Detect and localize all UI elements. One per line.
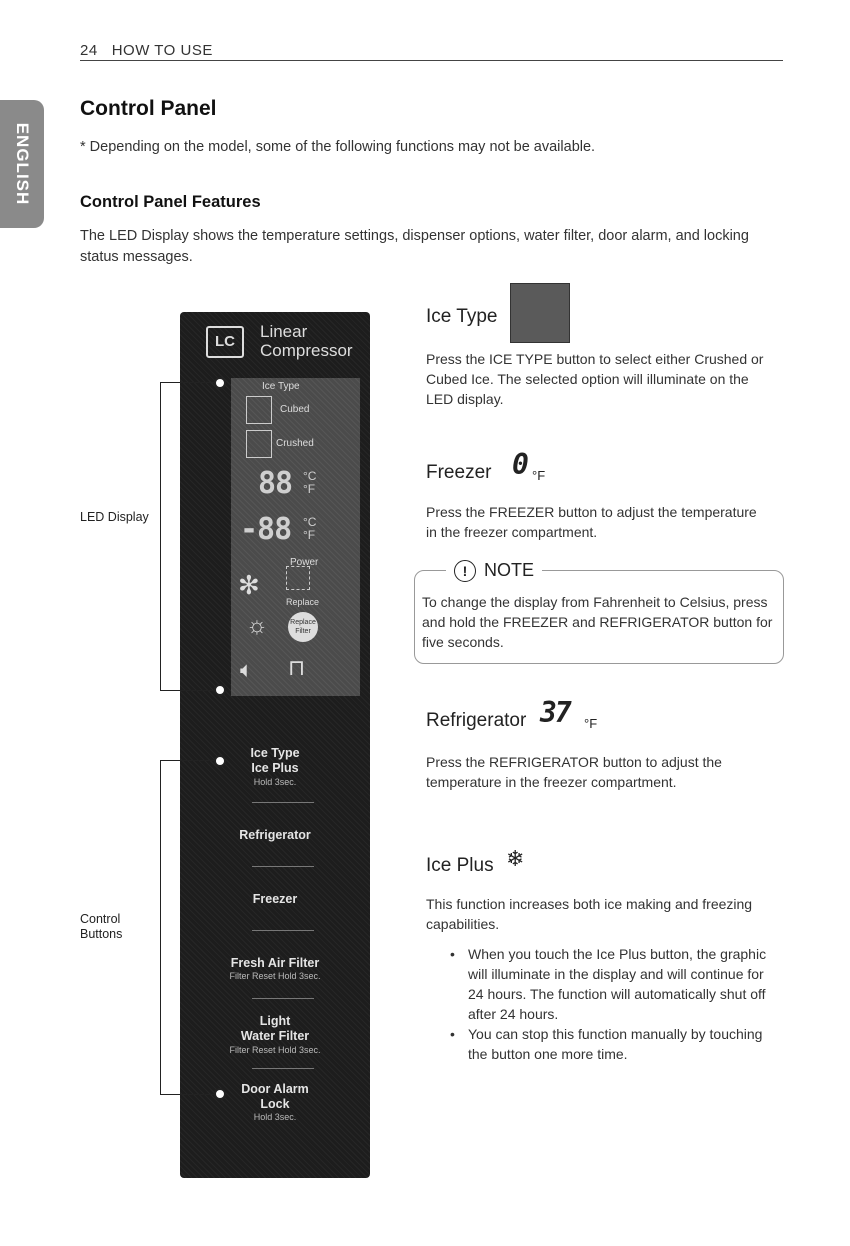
header-rule <box>80 60 783 61</box>
ice-plus-icon: ✻ <box>238 570 260 600</box>
lc-logo: LC <box>206 326 244 358</box>
control-buttons-label-line1: Control <box>80 912 121 926</box>
fresh-air-filter-button[interactable]: Fresh Air Filter <box>230 956 320 970</box>
button-divider <box>252 1068 314 1069</box>
unit-c: °C <box>303 515 317 529</box>
replace-filter-icon: Replace Filter <box>288 612 318 642</box>
freezer-body: Press the FREEZER button to adjust the temperature in the freezer compartment. <box>426 504 757 540</box>
freezer-temp-digits: 88 <box>258 466 293 501</box>
led-display-bracket <box>160 382 221 691</box>
button-divider <box>252 802 314 803</box>
ice-type-title: Ice Type <box>426 306 498 327</box>
freezer-units <box>303 470 316 496</box>
note-heading <box>446 560 542 582</box>
refrigerator-button[interactable]: Refrigerator <box>239 828 311 842</box>
note-heading-text: NOTE <box>484 560 535 580</box>
refrigerator-unit: °F <box>584 716 598 731</box>
button-divider <box>252 930 314 931</box>
language-label: ENGLISH <box>13 122 32 206</box>
fridge-temp-digits: -88 <box>240 512 292 547</box>
ice-plus-snowflake-icon: ❄ <box>506 846 525 871</box>
brand-text <box>260 322 353 360</box>
fridge-units <box>303 516 316 542</box>
ice-plus-body: This function increases both ice making and freezing capabilities. <box>426 896 753 932</box>
ice-plus-title: Ice Plus <box>426 855 494 876</box>
freezer-button[interactable]: Freezer <box>252 892 298 906</box>
unit-c: °C <box>303 469 317 483</box>
crushed-label: Crushed <box>276 438 314 449</box>
lock-hold-note: Hold 3sec. <box>253 1112 297 1122</box>
door-alarm-icon: 🔈︎ <box>240 657 254 682</box>
control-buttons-label <box>80 912 122 942</box>
water-filter-button-label: Water Filter <box>240 1029 310 1043</box>
fresh-air-filter-note: Filter Reset Hold 3sec. <box>229 971 321 981</box>
refrigerator-body: Press the REFRIGERATOR button to adjust the temperature in the freezer compartment. <box>426 754 722 790</box>
crushed-ice-icon <box>246 430 272 458</box>
unit-f: °F <box>303 528 316 542</box>
section-name: HOW TO USE <box>111 42 213 59</box>
list-item: • When you touch the Ice Plus button, the graphic will illuminate in the display and will continue for 24 hours. The function will automatically shut off after 24 hours. <box>450 944 768 1024</box>
availability-note: * Depending on the model, some of the following functions may not be available. <box>80 139 596 155</box>
led-display-label: LED Display <box>80 510 149 524</box>
ice-plus-hold-note: Hold 3sec. <box>253 777 297 787</box>
water-filter-note: Filter Reset Hold 3sec. <box>229 1045 321 1055</box>
filter-icon <box>286 566 310 590</box>
refrigerator-digits: 37 <box>540 696 570 729</box>
lock-icon: ⊓ <box>288 655 306 680</box>
freezer-unit: °F <box>532 468 546 483</box>
page-title: Control Panel <box>80 97 217 120</box>
ice-plus-button-label: Ice Plus <box>251 761 299 775</box>
freezer-digit: 0 <box>512 448 527 481</box>
ice-type-body: Press the ICE TYPE button to select either Crushed or Cubed Ice. The selected option will illuminate on the LED display. <box>426 351 764 407</box>
cubed-ice-icon <box>246 396 272 424</box>
brand-line-2: Compressor <box>260 341 353 360</box>
control-buttons-label-line2: Buttons <box>80 927 123 941</box>
ice-plus-bullets <box>450 944 768 1064</box>
section-subtitle: Control Panel Features <box>80 193 261 211</box>
cubed-label: Cubed <box>280 404 310 415</box>
refrigerator-title: Refrigerator <box>426 710 527 731</box>
power-label: Power <box>290 557 319 568</box>
door-alarm-button-label: Door Alarm <box>241 1082 309 1096</box>
page-header <box>80 42 213 59</box>
intro-text: The LED Display shows the temperature settings, dispenser options, water filter, door alarm, and locking status messages. <box>80 228 749 265</box>
ice-type-button-label: Ice Type <box>250 746 300 760</box>
ice-type-header: Ice Type <box>262 381 300 392</box>
bracket-dot <box>214 755 226 767</box>
note-icon: ! <box>454 560 476 582</box>
freezer-title: Freezer <box>426 462 492 483</box>
bracket-dot <box>214 1088 226 1100</box>
language-tab <box>0 100 44 228</box>
replace-label: Replace <box>286 597 320 607</box>
ice-type-thumbnail-icon <box>510 283 570 343</box>
page-number: 24 <box>80 42 98 59</box>
light-bulb-icon: ☼ <box>246 612 268 639</box>
list-item: • You can stop this function manually by touching the button one more time. <box>450 1024 768 1064</box>
unit-f: °F <box>303 482 316 496</box>
button-divider <box>252 998 314 999</box>
note-body: To change the display from Fahrenheit to Celsius, press and hold the FREEZER and REFRIGERATOR button for five seconds. <box>422 594 773 650</box>
lock-button-label: Lock <box>260 1097 290 1111</box>
control-buttons-bracket <box>160 760 221 1095</box>
bracket-dot <box>214 377 226 389</box>
button-divider <box>252 866 314 867</box>
brand-line-1: Linear <box>260 322 308 341</box>
light-button-label: Light <box>259 1014 291 1028</box>
bracket-dot <box>214 684 226 696</box>
